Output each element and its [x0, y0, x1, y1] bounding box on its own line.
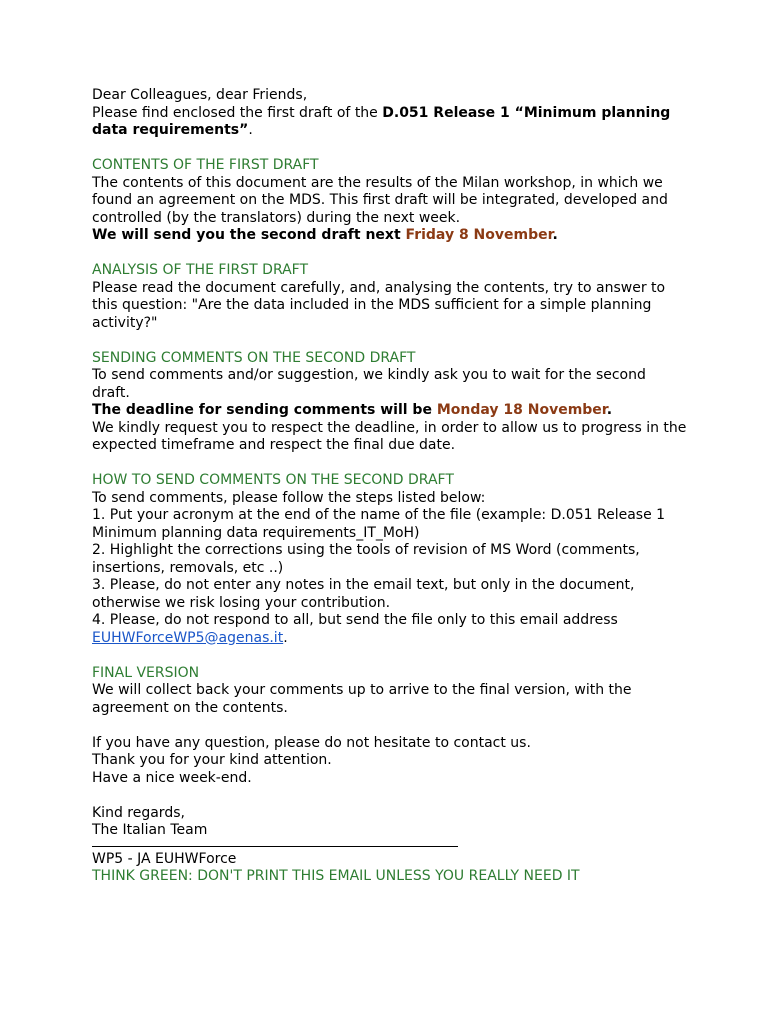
sending-after-line: We kindly request you to respect the deadline, in order to allow us to progress in the [92, 419, 687, 436]
howto-line: Minimum planning data requirements_IT_MoH) [92, 524, 420, 541]
section-heading-howto: HOW TO SEND COMMENTS ON THE SECOND DRAFT [92, 472, 454, 488]
howto-line: insertions, removals, etc ..) [92, 559, 284, 576]
sending-line: To send comments and/or suggestion, we kindly ask you to wait for the second [92, 367, 646, 383]
deadline-date: Monday 18 November [436, 402, 607, 418]
howto-line: To send comments, please follow the steps listed below: [92, 489, 486, 506]
email-link[interactable]: EUHWForceWP5@agenas.it [92, 629, 284, 646]
howto-line: 2. Highlight the corrections using the tools of revision of MS Word (comments, [92, 542, 640, 558]
howto-line: 1. Put your acronym at the end of the name of the file (example: D.051 Release 1 [92, 507, 666, 523]
section-heading-analysis: ANALYSIS OF THE FIRST DRAFT [92, 262, 309, 278]
analysis-line: activity?" [92, 314, 158, 331]
intro-paragraph: Please find enclosed the first draft of the D.051 Release 1 “Minimum planning data requirements”. [92, 104, 671, 138]
contents-line: found an agreement on the MDS. This first draft will be integrated, developed and [92, 192, 668, 208]
howto-line: otherwise we risk losing your contribution. [92, 594, 391, 611]
section-heading-sending: SENDING COMMENTS ON THE SECOND DRAFT [92, 349, 416, 366]
sending-after-line: expected timeframe and respect the final due date. [92, 437, 456, 453]
document-title: D.051 Release 1 “Minimum planning [382, 104, 671, 121]
email-body [92, 87, 692, 886]
footer-org: WP5 - JA EUHWForce [92, 850, 237, 867]
howto-line: 3. Please, do not enter any notes in the email text, but only in the document, [92, 577, 635, 593]
section-heading-final: FINAL VERSION [92, 664, 200, 681]
howto-line: 4. Please, do not respond to all, but send the file only to this email address [92, 612, 618, 628]
contents-line: controlled (by the translators) during the next week. [92, 209, 461, 226]
document-title-cont: data requirements” [92, 122, 249, 138]
section-heading-contents: CONTENTS OF THE FIRST DRAFT [92, 157, 319, 173]
greeting: Dear Colleagues, dear Friends, [92, 87, 308, 103]
footer-green-note: THINK GREEN: DON'T PRINT THIS EMAIL UNLESS YOU REALLY NEED IT [92, 868, 580, 884]
final-line: agreement on the contents. [92, 699, 288, 716]
deadline-notice: The deadline for sending comments will be Monday 18 November. [92, 402, 613, 418]
second-draft-date: Friday 8 November [405, 227, 553, 243]
closing-line: If you have any question, please do not hesitate to contact us. [92, 734, 531, 751]
closing-line: Have a nice week-end. [92, 769, 252, 786]
analysis-line: Please read the document carefully, and, analysing the contents, try to answer to [92, 279, 666, 296]
email-address-line: EUHWForceWP5@agenas.it. [92, 629, 288, 646]
signoff-line: The Italian Team [92, 822, 208, 838]
analysis-line: this question: "Are the data included in the MDS sufficient for a simple planning [92, 297, 652, 313]
sending-line: draft. [92, 384, 130, 401]
contents-line: The contents of this document are the results of the Milan workshop, in which we [92, 174, 663, 191]
signature-divider [92, 846, 458, 847]
second-draft-notice: We will send you the second draft next Friday 8 November. [92, 227, 558, 243]
signoff-line: Kind regards, [92, 804, 185, 821]
final-line: We will collect back your comments up to arrive to the final version, with the [92, 682, 632, 698]
intro-text: Please find enclosed the first draft of the [92, 104, 383, 121]
closing-line: Thank you for your kind attention. [92, 752, 332, 768]
